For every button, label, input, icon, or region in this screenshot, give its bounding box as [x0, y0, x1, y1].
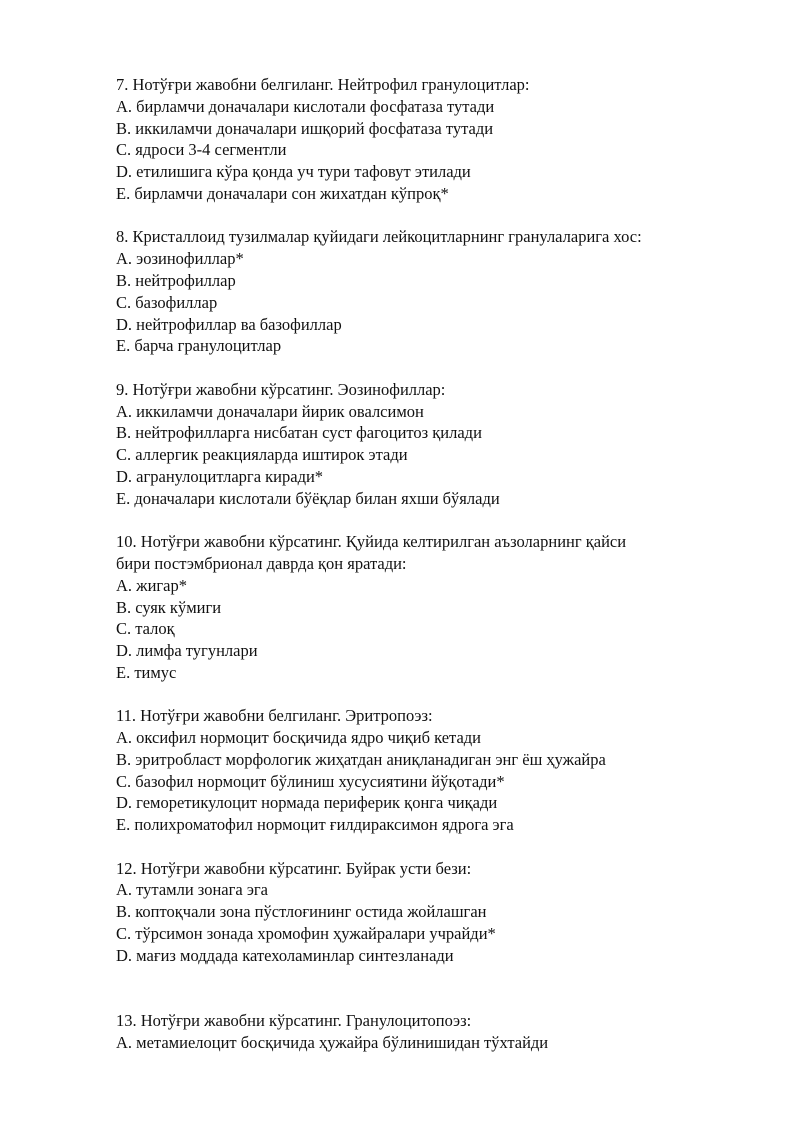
answer-option-e: E. бирламчи доначалари сон жихатдан кўпроқ* [116, 183, 449, 203]
answer-option-a: A. метамиелоцит босқичида ҳужайра бўлинишидан тўхтайди [116, 1032, 549, 1052]
answer-option-c: C. тўрсимон зонада хромофин ҳужайралари учрайди* [116, 924, 496, 944]
answer-option-e: E. тимус [116, 662, 177, 682]
answer-option-b: B. эритробласт морфологик жиҳатдан аниқланадиган энг ёш ҳужайра [116, 749, 606, 769]
question-text: 7. Нотўғри жавобни белгиланг. Нейтрофил гранулоцитлар: [116, 75, 530, 94]
answer-option-b: B. нейтрофиллар [116, 270, 236, 290]
answer-option-c: C. базофил нормоцит бўлиниш хусусиятини йўқотади* [116, 771, 505, 791]
answer-option-c: C. аллергик реакцияларда иштирок этади [116, 445, 408, 465]
answer-option-d: D. мағиз моддада катехоламинлар синтезланади [116, 945, 454, 965]
answer-option-e: E. барча гранулоцитлар [116, 336, 282, 356]
question-12 [116, 858, 756, 967]
spacer [116, 684, 756, 706]
answer-option-d: D. етилишига кўра қонда уч тури тафовут этилади [116, 162, 471, 182]
question-8 [116, 226, 756, 357]
question-text: 10. Нотўғри жавобни кўрсатинг. Қуйида келтирилган аъзоларнинг қайси [116, 532, 627, 552]
question-text: 13. Нотўғри жавобни кўрсатинг. Гранулоцитопоэз: [116, 1011, 472, 1031]
question-13 [116, 1010, 756, 1054]
question-text: 12. Нотўғри жавобни кўрсатинг. Буйрак усти бези: [116, 858, 472, 878]
answer-option-a: A. эозинофиллар* [116, 249, 244, 269]
question-text: 11. Нотўғри жавобни белгиланг. Эритропоэз: [116, 706, 433, 726]
spacer [116, 836, 756, 858]
answer-option-a: A. жигар* [116, 575, 187, 595]
question-text-continued: бири постэмбрионал даврда қон яратади: [116, 553, 407, 573]
answer-option-b: B. иккиламчи доначалари ишқорий фосфатаза тутади [116, 118, 494, 138]
question-text: 8. Кристаллоид тузилмалар қуйидаги лейкоцитларнинг гранулаларига хос: [116, 227, 642, 247]
question-7 [116, 74, 756, 205]
question-10 [116, 531, 756, 684]
spacer [116, 510, 756, 532]
answer-option-b: B. коптоқчали зона пўстлоғининг остида жойлашган [116, 902, 487, 922]
spacer [116, 357, 756, 379]
question-list [116, 74, 756, 1054]
answer-option-d: D. нейтрофиллар ва базофиллар [116, 314, 342, 334]
answer-option-a: A. бирламчи доначалари кислотали фосфатаза тутади [116, 96, 495, 116]
question-text: 9. Нотўғри жавобни кўрсатинг. Эозинофиллар: [116, 379, 446, 399]
spacer [116, 205, 756, 227]
answer-option-e: E. полихроматофил нормоцит ғилдираксимон ядрога эга [116, 815, 514, 835]
answer-option-d: D. геморетикулоцит нормада периферик қонга чиқади [116, 793, 498, 813]
answer-option-c: C. ядроси 3-4 сегментли [116, 140, 287, 160]
answer-option-a: A. иккиламчи доначалари йирик овалсимон [116, 401, 424, 421]
question-9 [116, 379, 756, 510]
answer-option-d: D. агранулоцитларга киради* [116, 466, 324, 486]
answer-option-a: A. оксифил нормоцит босқичида ядро чиқиб кетади [116, 728, 482, 748]
question-11 [116, 705, 756, 836]
answer-option-c: C. талоқ [116, 619, 175, 639]
answer-option-d: D. лимфа тугунлари [116, 641, 258, 661]
answer-option-c: C. базофиллар [116, 292, 218, 312]
answer-option-e: E. доначалари кислотали бўёқлар билан яхши бўялади [116, 488, 500, 508]
answer-option-b: B. суяк кўмиги [116, 597, 222, 617]
answer-option-a: A. тутамли зонага эга [116, 880, 268, 900]
answer-option-b: B. нейтрофилларга нисбатан суст фагоцитоз қилади [116, 423, 482, 443]
spacer [116, 967, 756, 1011]
